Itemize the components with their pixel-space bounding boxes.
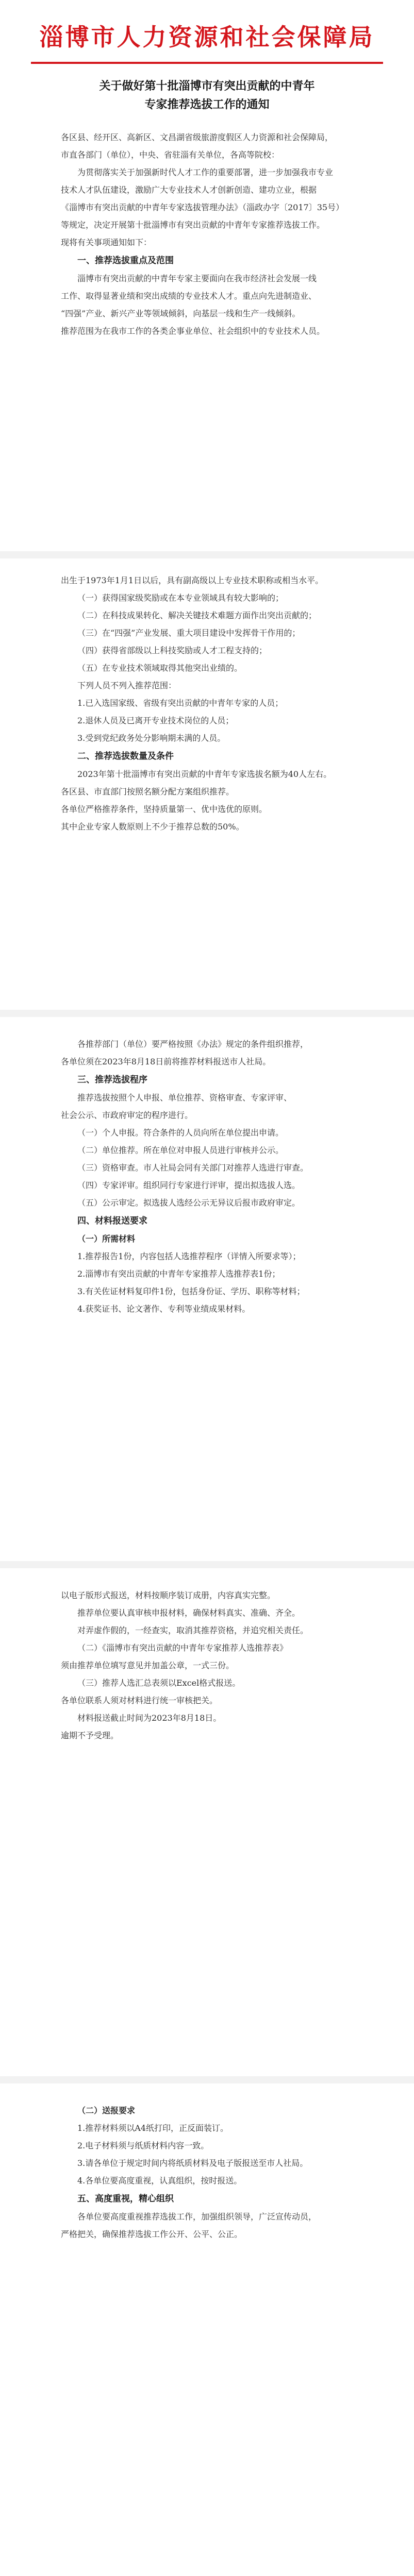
document-title (52, 77, 362, 114)
paragraph-line: （五）在专业技术领域取得其他突出业绩的。 (77, 663, 243, 673)
subsection-heading: （一）所需材料 (77, 1234, 136, 1244)
paragraph-line: “四强”产业、新兴产业等领域倾斜，向基层一线和生产一线倾斜。 (61, 309, 301, 318)
paragraph-line: 推荐选拔按照个人申报、单位推荐、资格审查、专家评审、 (77, 1093, 292, 1103)
paragraph-line: 对弄虚作假的，一经查实，取消其推荐资格，并追究相关责任。 (77, 1625, 309, 1635)
subsection-heading: （二）送报要求 (77, 2106, 136, 2115)
paragraph-line: 等规定，决定开展第十批淄博市有突出贡献的中青年专家推荐选拔工作。 (61, 220, 325, 230)
paragraph-line: 逾期不予受理。 (61, 1731, 119, 1740)
paragraph-line: 4.各单位要高度重视，认真组织，按时报送。 (77, 2176, 242, 2185)
body-section-5 (61, 2102, 354, 2243)
paragraph-line: 社会公示、市政府审定的程序进行。 (61, 1110, 193, 1120)
paragraph-line: 2.淄博市有突出贡献的中青年专家推荐人选推荐表1份； (77, 1269, 280, 1279)
document-title-line-1: 关于做好第十批淄博市有突出贡献的中青年 (99, 80, 315, 93)
paragraph-line: （一）个人申报。符合条件的人员向所在单位提出申请。 (77, 1128, 284, 1138)
paragraph-line: 1.推荐报告1份，内容包括人选推荐程序（详情入所要求等）； (77, 1251, 301, 1261)
paragraph-line: 推荐范围为在我市工作的各类企事业单位、社会组织中的专业技术人员。 (61, 326, 325, 336)
page-break (0, 1561, 414, 1568)
paragraph-line: （二）在科技成果转化、解决关键技术难题方面作出突出贡献的； (77, 611, 317, 620)
paragraph-line: 1.推荐材料须以A4纸打印，正反面装订。 (77, 2123, 229, 2133)
paragraph-line: 下列人员不列入推荐范围： (77, 681, 177, 690)
paragraph-line: 材料报送截止时间为2023年8月18日。 (77, 1713, 222, 1723)
paragraph-line: 出生于1973年1月1日以后，具有副高级以上专业技术职称或相当水平。 (61, 575, 324, 585)
page-break (0, 1010, 414, 1017)
paragraph-line: 2023年第十批淄博市有突出贡献的中青年专家选拔名额为40人左右。 (77, 769, 332, 779)
paragraph-line: 淄博市有突出贡献的中青年专家主要面向在我市经济社会发展一线 (77, 274, 317, 283)
body-section-4 (61, 1587, 354, 1744)
paragraph-line: 各推荐部门（单位）要严格按照《办法》规定的条件组织推荐， (77, 1039, 309, 1049)
paragraph-line: 各区县、经开区、高新区、文昌湖省级旅游度假区人力资源和社会保障局， (61, 132, 334, 142)
document-title-line-2: 专家推荐选拔工作的通知 (144, 98, 270, 111)
paragraph-line: 严格把关，确保推荐选拔工作公开、公平、公正。 (61, 2229, 243, 2239)
paragraph-line: 其中企业专家人数原则上不少于推荐总数的50%。 (61, 822, 244, 832)
paragraph-line: 3.受到党纪政务处分影响期未满的人员。 (77, 733, 226, 743)
body-section-1 (61, 129, 354, 340)
paragraph-line: （一）获得国家级奖励或在本专业领域具有较大影响的； (77, 593, 284, 603)
paragraph-line: 推荐单位要认真审核申报材料，确保材料真实、准确、齐全。 (77, 1608, 301, 1618)
paragraph-line: （三）推荐人选汇总表须以Excel格式报送。 (77, 1678, 241, 1688)
paragraph-line: 工作、取得显著业绩和突出成绩的专业技术人才。重点向先进制造业、 (61, 291, 317, 301)
paragraph-line: 3.有关佐证材料复印件1份，包括身份证、学历、职称等材料； (77, 1286, 305, 1296)
paragraph-line: （四）专家评审。组织同行专家进行评审，提出拟选拔人选。 (77, 1180, 301, 1190)
paragraph-line: 《淄博市有突出贡献的中青年专家选拔管理办法》（淄政办字〔2017〕35号） (61, 202, 344, 212)
section-heading-2: 二、推荐选拔数量及条件 (77, 751, 174, 761)
paragraph-line: 以电子版形式报送，材料按顺序装订成册，内容真实完整。 (61, 1590, 276, 1600)
paragraph-line: 现将有关事项通知如下： (61, 238, 152, 247)
paragraph-line: （二）单位推荐。所在单位对申报人员进行审核并公示。 (77, 1145, 284, 1155)
paragraph-line: 须由推荐单位填写意见并加盖公章，一式三份。 (61, 1660, 235, 1670)
paragraph-line: 为贯彻落实关于加强新时代人才工作的重要部署，进一步加强我市专业 (77, 167, 334, 177)
paragraph-line: 各单位要高度重视推荐选拔工作，加强组织领导，广泛宣传动员， (77, 2212, 317, 2222)
masthead: 淄博市人力资源和社会保障局 (39, 23, 375, 51)
paragraph-line: （三）在“四强”产业发展、重大项目建设中发挥骨干作用的； (77, 628, 301, 638)
paragraph-line: 3.请各单位于规定时间内将纸质材料及电子版报送至市人社局。 (77, 2158, 308, 2168)
paragraph-line: （四）获得省部级以上科技奖励或人才工程支持的； (77, 646, 268, 655)
masthead-red-rule (31, 62, 383, 64)
paragraph-line: 各单位须在2023年8月18日前将推荐材料报送市人社局。 (61, 1057, 271, 1066)
paragraph-line: （二）《淄博市有突出贡献的中青年专家推荐人选推荐表》 (77, 1643, 288, 1653)
paragraph-line: （五）公示审定。拟选拔人选经公示无异议后报市政府审定。 (77, 1198, 301, 1208)
paragraph-line: 各单位严格推荐条件，坚持质量第一、优中选优的原则。 (61, 804, 268, 814)
body-section-3 (61, 1036, 354, 1318)
paragraph-line: 4.获奖证书、论文著作、专利等业绩成果材料。 (77, 1304, 251, 1314)
paragraph-line: 各单位联系人须对材料进行统一审核把关。 (61, 1696, 218, 1705)
body-section-2 (61, 572, 354, 836)
page-break (0, 2076, 414, 2083)
paragraph-line: （三）资格审查。市人社局会同有关部门对推荐人选进行审查。 (77, 1163, 309, 1173)
paragraph-line: 1.已入选国家级、省级有突出贡献的中青年专家的人员； (77, 698, 284, 708)
paragraph-line: 2.退休人员及已离开专业技术岗位的人员； (77, 716, 234, 725)
paragraph-line: 市直各部门（单位），中央、省驻淄有关单位，各高等院校： (61, 150, 280, 160)
section-heading-4: 四、材料报送要求 (77, 1216, 147, 1226)
section-heading-5: 五、高度重视，精心组织 (77, 2194, 174, 2204)
paragraph-line: 技术人才队伍建设，激励广大专业技术人才创新创造、建功立业，根据 (61, 185, 317, 195)
paragraph-line: 2.电子材料须与纸质材料内容一致。 (77, 2141, 209, 2150)
paragraph-line: 各区县、市直部门按照名额分配方案组织推荐。 (61, 787, 235, 796)
section-heading-1: 一、推荐选拔重点及范围 (77, 256, 174, 266)
section-heading-3: 三、推荐选拔程序 (77, 1075, 147, 1085)
page-break (0, 551, 414, 558)
